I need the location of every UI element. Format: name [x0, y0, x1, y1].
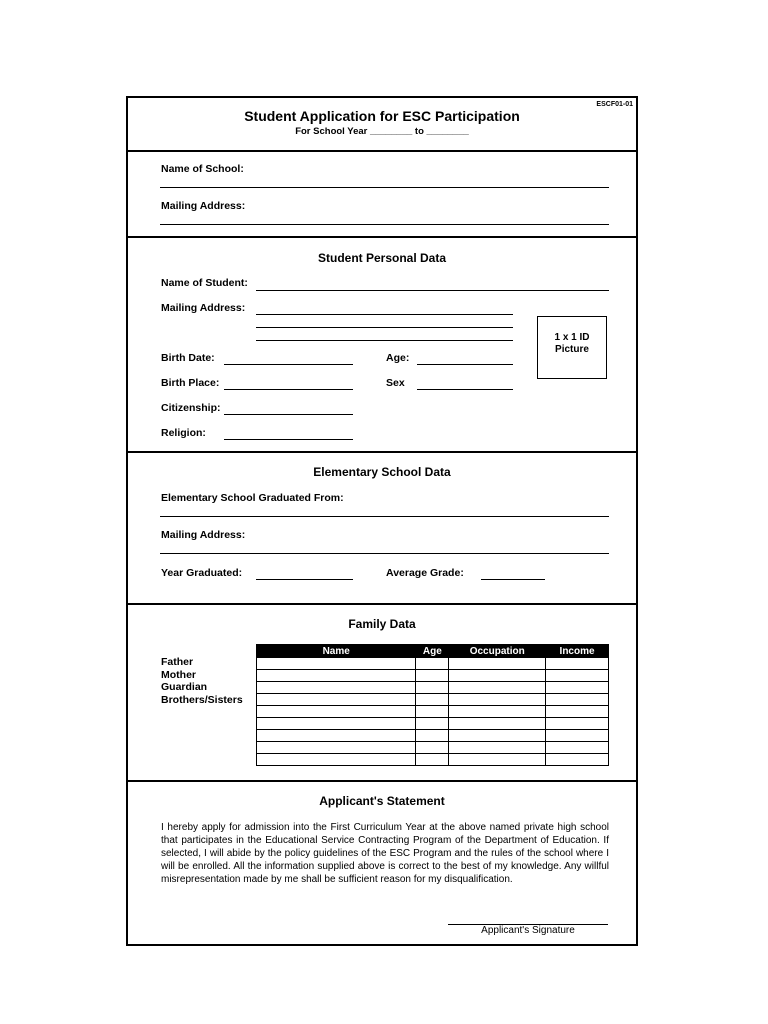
family-cell-age[interactable]: [416, 670, 449, 682]
family-member-father: Father: [161, 656, 194, 668]
school-name-field[interactable]: [160, 187, 609, 188]
family-cell-name[interactable]: [257, 730, 416, 742]
citizenship-label: Citizenship:: [161, 402, 221, 414]
id-picture-label-2: Picture: [555, 344, 589, 355]
family-table-row: [257, 754, 609, 766]
family-cell-age[interactable]: [416, 706, 449, 718]
section-divider: [128, 451, 636, 453]
sex-label: Sex: [386, 377, 405, 389]
citizenship-field[interactable]: [224, 414, 353, 415]
family-table-row: [257, 658, 609, 670]
school-year-line: For School Year ________ to ________: [295, 126, 469, 137]
religion-label: Religion:: [161, 427, 206, 439]
elementary-school-field[interactable]: [160, 516, 609, 517]
family-table-row: [257, 682, 609, 694]
family-cell-name[interactable]: [257, 658, 416, 670]
student-address-label: Mailing Address:: [161, 302, 246, 314]
religion-field[interactable]: [224, 439, 353, 440]
family-table-row: [257, 706, 609, 718]
age-field[interactable]: [417, 364, 513, 365]
family-cell-income[interactable]: [546, 718, 609, 730]
family-cell-income[interactable]: [546, 682, 609, 694]
family-cell-name[interactable]: [257, 742, 416, 754]
family-cell-occupation[interactable]: [449, 742, 546, 754]
family-table-row: [257, 694, 609, 706]
family-cell-income[interactable]: [546, 670, 609, 682]
family-cell-occupation[interactable]: [449, 754, 546, 766]
form-title: Student Application for ESC Participation: [244, 108, 520, 124]
family-cell-age[interactable]: [416, 658, 449, 670]
section-divider: [128, 236, 636, 238]
statement-heading: Applicant's Statement: [319, 794, 445, 808]
family-cell-occupation[interactable]: [449, 706, 546, 718]
student-address-field-3[interactable]: [256, 340, 513, 341]
column-header-age: Age: [416, 645, 449, 658]
family-cell-age[interactable]: [416, 682, 449, 694]
family-table-row: [257, 742, 609, 754]
family-cell-age[interactable]: [416, 694, 449, 706]
family-cell-income[interactable]: [546, 658, 609, 670]
signature-label: Applicant's Signature: [481, 925, 575, 936]
year-graduated-field[interactable]: [256, 579, 353, 580]
column-header-name: Name: [257, 645, 416, 658]
family-cell-name[interactable]: [257, 682, 416, 694]
school-name-label: Name of School:: [161, 163, 244, 175]
family-cell-occupation[interactable]: [449, 718, 546, 730]
family-data-heading: Family Data: [348, 617, 416, 631]
family-cell-income[interactable]: [546, 742, 609, 754]
family-cell-occupation[interactable]: [449, 658, 546, 670]
family-cell-occupation[interactable]: [449, 694, 546, 706]
section-divider: [128, 780, 636, 782]
family-cell-age[interactable]: [416, 742, 449, 754]
family-cell-occupation[interactable]: [449, 682, 546, 694]
elementary-school-label: Elementary School Graduated From:: [161, 492, 344, 504]
family-member-guardian: Guardian: [161, 681, 208, 693]
student-address-field-1[interactable]: [256, 314, 513, 315]
family-data-table: [256, 644, 609, 766]
school-address-field[interactable]: [160, 224, 609, 225]
family-cell-name[interactable]: [257, 670, 416, 682]
family-member-siblings: Brothers/Sisters: [161, 693, 243, 706]
family-table-row: [257, 670, 609, 682]
family-cell-income[interactable]: [546, 694, 609, 706]
family-cell-name[interactable]: [257, 718, 416, 730]
elementary-address-field[interactable]: [160, 553, 609, 554]
statement-text: I hereby apply for admission into the First Curriculum Year at the above named private high school that participates in the Educational Service Contracting Program of the Department of Education. If selected, I will abide by the policy guidelines of the ESC Program and the rules of the school where I will be enrolled. All the information supplied above is correct to the best of my knowledge. Any willful misrepresentation made by me shall be sufficient reason for my disqualification.: [161, 822, 609, 885]
birth-date-field[interactable]: [224, 364, 353, 365]
family-cell-name[interactable]: [257, 706, 416, 718]
average-grade-field[interactable]: [481, 579, 545, 580]
family-member-mother: Mother: [161, 668, 196, 681]
family-cell-age[interactable]: [416, 730, 449, 742]
personal-data-heading: Student Personal Data: [317, 251, 447, 265]
year-graduated-label: Year Graduated:: [161, 567, 243, 579]
column-header-occupation: Occupation: [449, 645, 546, 658]
family-cell-income[interactable]: [546, 754, 609, 766]
elementary-data-heading: Elementary School Data: [313, 465, 451, 479]
school-address-label: Mailing Address:: [161, 200, 246, 212]
application-form: [126, 96, 638, 946]
family-cell-name[interactable]: [257, 694, 416, 706]
section-divider: [128, 603, 636, 605]
student-name-label: Name of Student:: [161, 277, 248, 289]
family-table-row: [257, 730, 609, 742]
section-divider: [128, 150, 636, 152]
family-cell-income[interactable]: [546, 706, 609, 718]
average-grade-label: Average Grade:: [386, 567, 464, 579]
birth-place-label: Birth Place:: [161, 377, 220, 389]
age-label: Age:: [386, 352, 410, 364]
student-address-field-2[interactable]: [256, 327, 513, 328]
elementary-address-label: Mailing Address:: [161, 529, 246, 541]
family-cell-occupation[interactable]: [449, 730, 546, 742]
student-name-field[interactable]: [256, 290, 609, 291]
family-cell-income[interactable]: [546, 730, 609, 742]
family-cell-occupation[interactable]: [449, 670, 546, 682]
id-picture-label-1: 1 x 1 ID: [554, 332, 590, 343]
family-cell-name[interactable]: [257, 754, 416, 766]
birth-date-label: Birth Date:: [161, 352, 215, 364]
sex-field[interactable]: [417, 389, 513, 390]
family-member-labels: [161, 656, 243, 706]
family-cell-age[interactable]: [416, 754, 449, 766]
birth-place-field[interactable]: [224, 389, 353, 390]
id-picture-box: [537, 316, 607, 379]
family-table-header: [257, 645, 609, 658]
column-header-income: Income: [546, 645, 609, 658]
form-code: ESCF01-01: [596, 101, 633, 108]
family-cell-age[interactable]: [416, 718, 449, 730]
family-table-row: [257, 718, 609, 730]
